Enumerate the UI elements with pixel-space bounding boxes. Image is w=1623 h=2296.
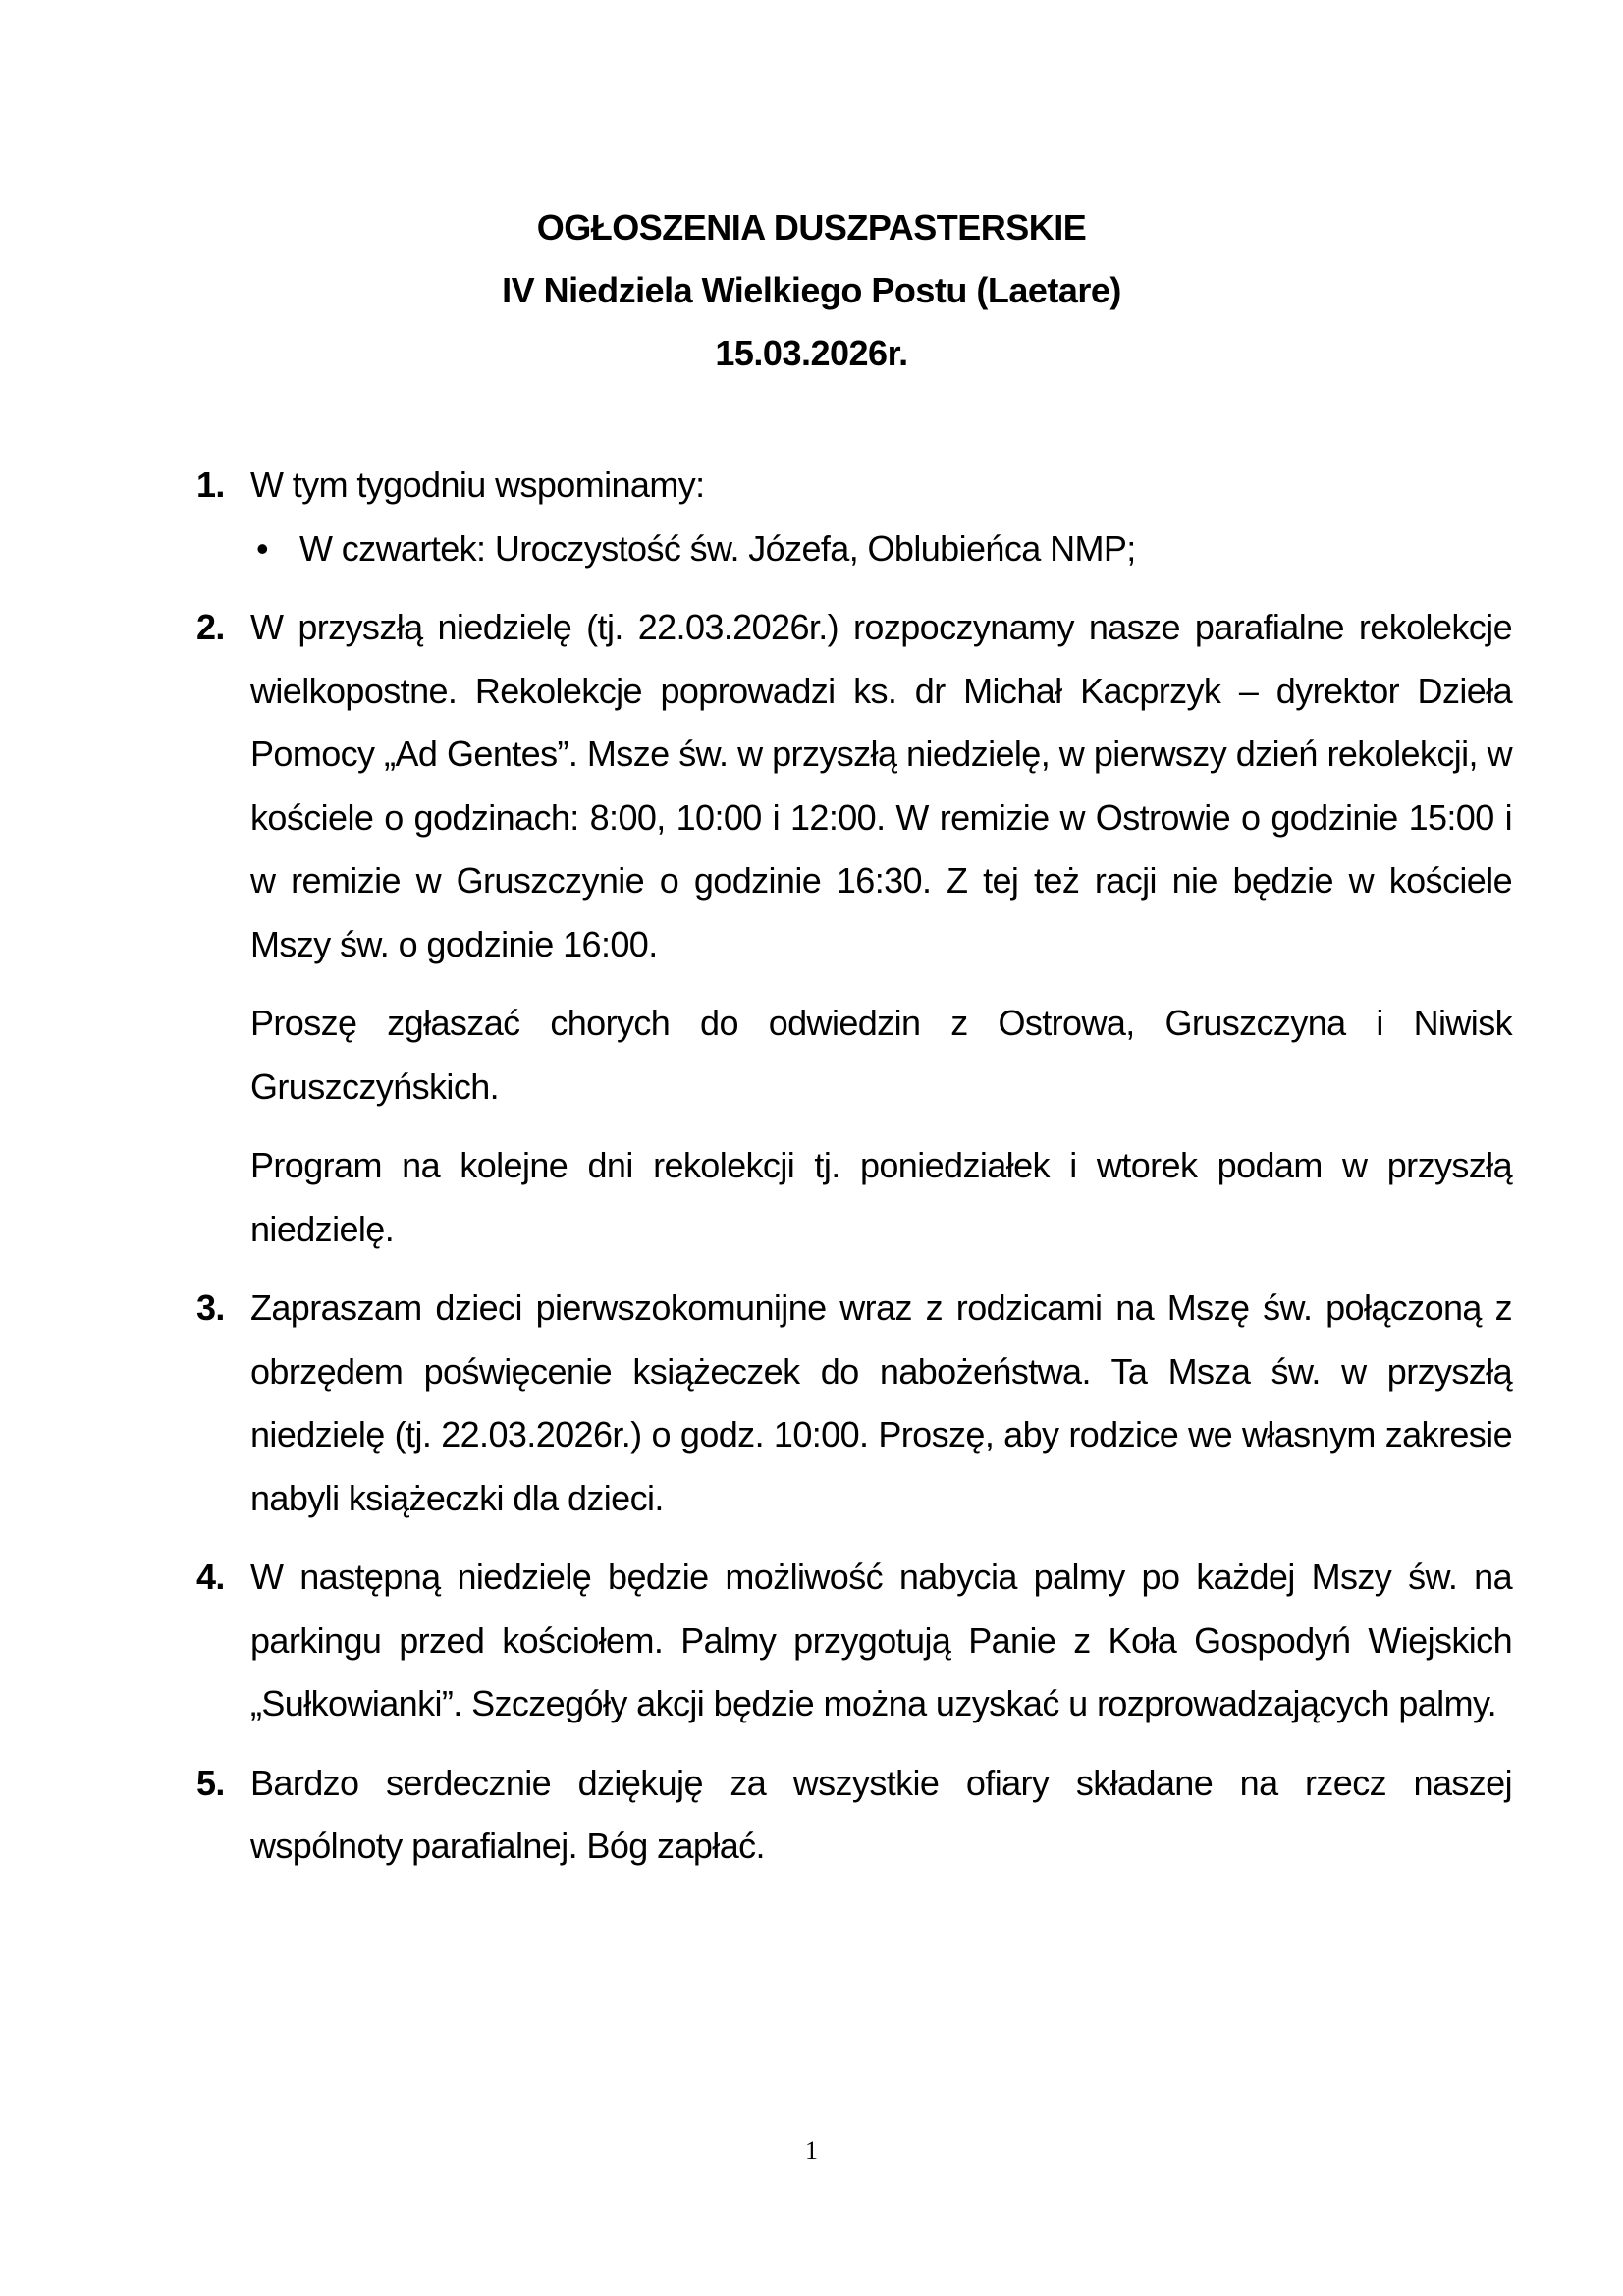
announcement-5: [196, 1752, 1512, 1879]
announcement-number: 3.: [196, 1287, 225, 1328]
announcement-text: Bardzo serdecznie dziękuję za wszystkie ofiary składane na rzecz naszej wspólnoty parafialnej. Bóg zapłać.: [250, 1762, 1512, 1866]
announcement-2: [196, 596, 1512, 1261]
announcement-text: W przyszłą niedzielę (tj. 22.03.2026r.) rozpoczynamy nasze parafialne rekolekcje wielkopostne. Rekolekcje poprowadzi ks. dr Michał Kacprzyk – dyrektor Dzieła Pomocy „Ad Gentes”. Msze św. w przyszłą niedzielę, w pierwszy dzień rekolekcji, w kościele o godzinach: 8:00, 10:00 i 12:00. W remizie w Ostrowie o godzinie 15:00 i w remizie w Gruszczynie o godzinie 16:30. Z tej też racji nie będzie w kościele Mszy św. o godzinie 16:00.: [250, 607, 1512, 964]
document-header: [0, 196, 1623, 385]
announcement-1: [196, 454, 1512, 580]
announcement-bullets: [250, 518, 1512, 581]
page-number: 1: [805, 2136, 818, 2164]
announcement-number: 2.: [196, 607, 225, 647]
document-title: OGŁOSZENIA DUSZPASTERSKIE: [536, 207, 1087, 247]
announcement-text: W tym tygodniu wspominamy:: [250, 465, 705, 505]
document-subtitle: IV Niedziela Wielkiego Postu (Laetare): [502, 270, 1121, 310]
announcement-number: 5.: [196, 1762, 225, 1803]
announcements-list: [196, 454, 1512, 1894]
announcement-4: [196, 1546, 1512, 1736]
announcement-3: [196, 1277, 1512, 1530]
announcement-paragraph: Proszę zgłaszać chorych do odwiedzin z Ostrowa, Gruszczyna i Niwisk Gruszczyńskich.: [250, 1003, 1512, 1107]
bullet-item: [250, 518, 1512, 581]
announcement-number: 4.: [196, 1557, 225, 1597]
document-date: 15.03.2026r.: [715, 333, 908, 373]
announcement-paragraph: Program na kolejne dni rekolekcji tj. poniedziałek i wtorek podam w przyszłą niedzielę.: [250, 1145, 1512, 1249]
announcement-text: W następną niedzielę będzie możliwość nabycia palmy po każdej Mszy św. na parkingu przed kościołem. Palmy przygotują Panie z Koła Gospodyń Wiejskich „Sułkowianki”. Szczegóły akcji będzie można uzyskać u rozprowadzających palmy.: [250, 1557, 1512, 1723]
bullet-text: W czwartek: Uroczystość św. Józefa, Oblubieńca NMP;: [299, 527, 1136, 569]
announcement-text: Zapraszam dzieci pierwszokomunijne wraz z rodzicami na Mszę św. połączoną z obrzędem poświęcenie książeczek do nabożeństwa. Ta Msza św. w przyszłą niedzielę (tj. 22.03.2026r.) o godz. 10:00. Proszę, aby rodzice we własnym zakresie nabyli książeczki dla dzieci.: [250, 1287, 1512, 1518]
bullet-icon: •: [256, 527, 269, 569]
announcement-number: 1.: [196, 465, 225, 505]
